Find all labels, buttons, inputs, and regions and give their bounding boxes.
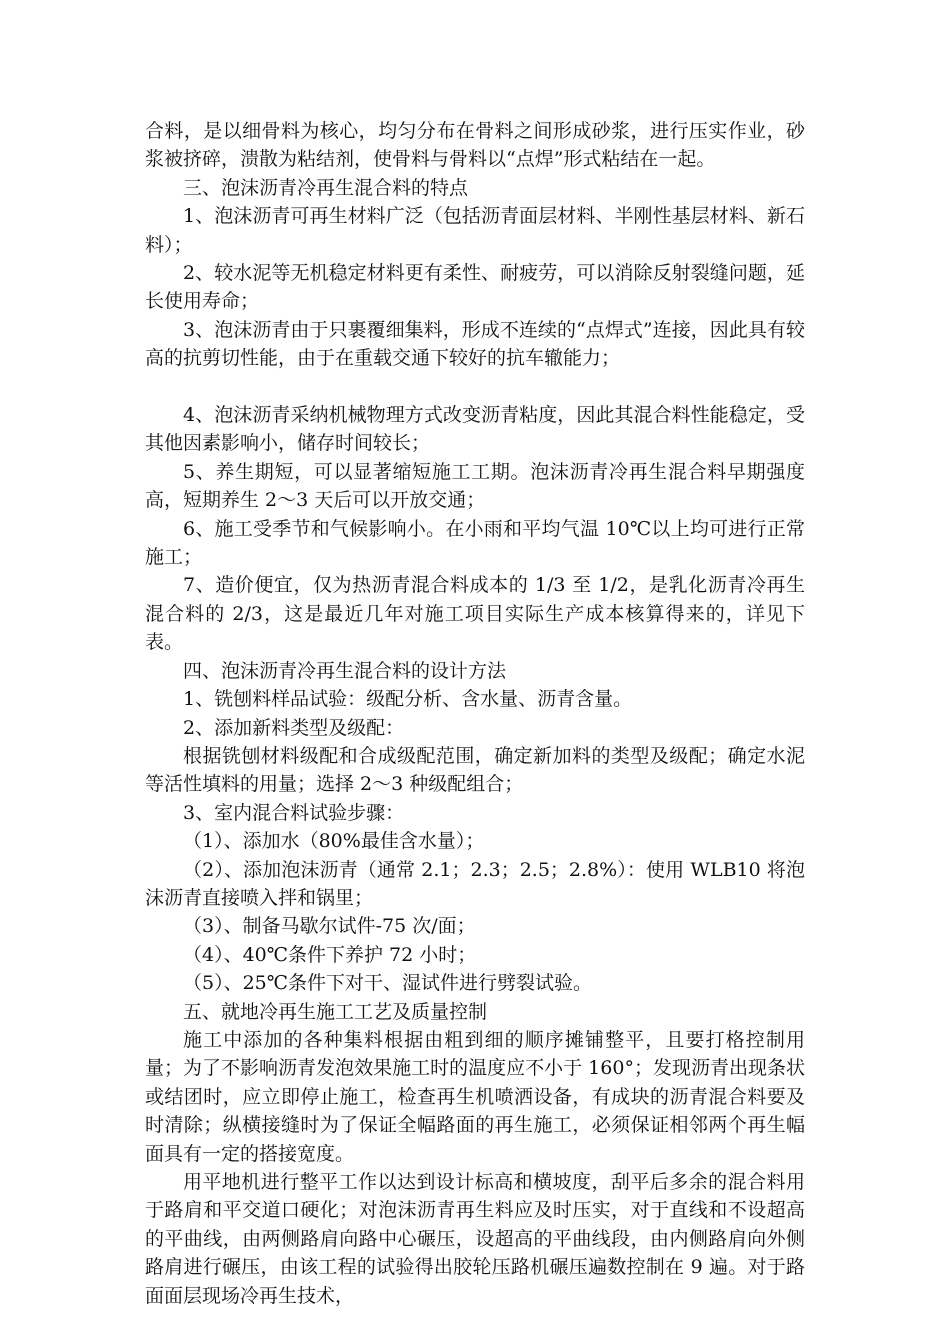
list-item: 7、造价便宜，仅为热沥青混合料成本的 1/3 至 1/2，是乳化沥青冷再生混合料的 2/3，这是最近几年对施工项目实际生产成本核算得来的，详见下表。 (145, 574, 805, 654)
sub-list-item: （4）、40℃条件下养护 72 小时； (183, 943, 477, 966)
list-item: 6、施工受季节和气候影响小。在小雨和平均气温 10℃以上均可进行正常施工； (145, 517, 805, 569)
paragraph: 施工中添加的各种集料根据由粗到细的顺序摊铺整平，且要打格控制用量；为了不影响沥青发泡效果施工时的温度应不小于 160°；发现沥青出现条状或结团时，应立即停止施工，检查再生机喷洒设备，有成块的沥青混合料要及时清除；纵横接缝时为了保证全幅路面的再生施工，必须保证相邻两个再生幅面具有一定的搭接宽度。 (145, 1028, 805, 1165)
list-item: 4、泡沫沥青采纳机械物理方式改变沥青粘度，因此其混合料性能稳定，受其他因素影响小，储存时间较长； (145, 404, 805, 455)
list-item: 1、泡沫沥青可再生材料广泛（包括沥青面层材料、半刚性基层材料、新石料）； (145, 205, 805, 256)
sub-list-item: （5）、25℃条件下对干、湿试件进行劈裂试验。 (183, 972, 593, 995)
section-heading-3: 三、泡沫沥青冷再生混合料的特点 (183, 176, 469, 199)
list-item: 5、养生期短，可以显著缩短施工工期。泡沫沥青冷再生混合料早期强度高，短期养生 2～3 天后可以开放交通； (145, 460, 805, 512)
paragraph: 根据铣刨材料级配和合成级配范围，确定新加料的类型及级配；确定水泥等活性填料的用量；选择 2～3 种级配组合； (145, 744, 805, 796)
section-heading-4: 四、泡沫沥青冷再生混合料的设计方法 (183, 659, 507, 682)
document-body (145, 117, 805, 1310)
list-item: 3、泡沫沥青由于只裹覆细集料，形成不连续的“点焊式”连接，因此具有较高的抗剪切性能，由于在重载交通下较好的抗车辙能力； (145, 318, 805, 370)
list-item: 1、铣刨料样品试验：级配分析、含水量、沥青含量。 (183, 688, 633, 711)
sub-list-item: （1）、添加水（80%最佳含水量）； (183, 830, 485, 853)
section-heading-5: 五、就地冷再生施工工艺及质量控制 (183, 1000, 488, 1023)
list-item: 3、室内混合料试验步骤： (183, 801, 405, 824)
paragraph: 用平地机进行整平工作以达到设计标高和横坡度，刮平后多余的混合料用于路肩和平交道口硬化；对泡沫沥青再生料应及时压实，对于直线和不设超高的平曲线，由两侧路肩向路中心碾压，设超高的平曲线段，由内侧路肩向外侧路肩进行碾压，由该工程的试验得出胶轮压路机碾压遍数控制在 9 遍。对于路面面层现场冷再生技术， (145, 1171, 805, 1307)
blank-line (145, 373, 805, 401)
list-item: 2、添加新料类型及级配： (183, 716, 405, 739)
list-item: 2、较水泥等无机稳定材料更有柔性、耐疲劳，可以消除反射裂缝问题，延长使用寿命； (145, 262, 805, 313)
sub-list-item: （3）、制备马歇尔试件-75 次/面； (183, 915, 476, 938)
sub-list-item: （2）、添加泡沫沥青（通常 2.1；2.3；2.5；2.8%）：使用 WLB10 将泡沫沥青直接喷入拌和锅里； (145, 858, 805, 909)
paragraph-continuation: 合料，是以细骨料为核心，均匀分布在骨料之间形成砂浆，进行压实作业，砂浆被挤碎，溃散为粘结剂，使骨料与骨料以“点焊”形式粘结在一起。 (145, 120, 805, 171)
